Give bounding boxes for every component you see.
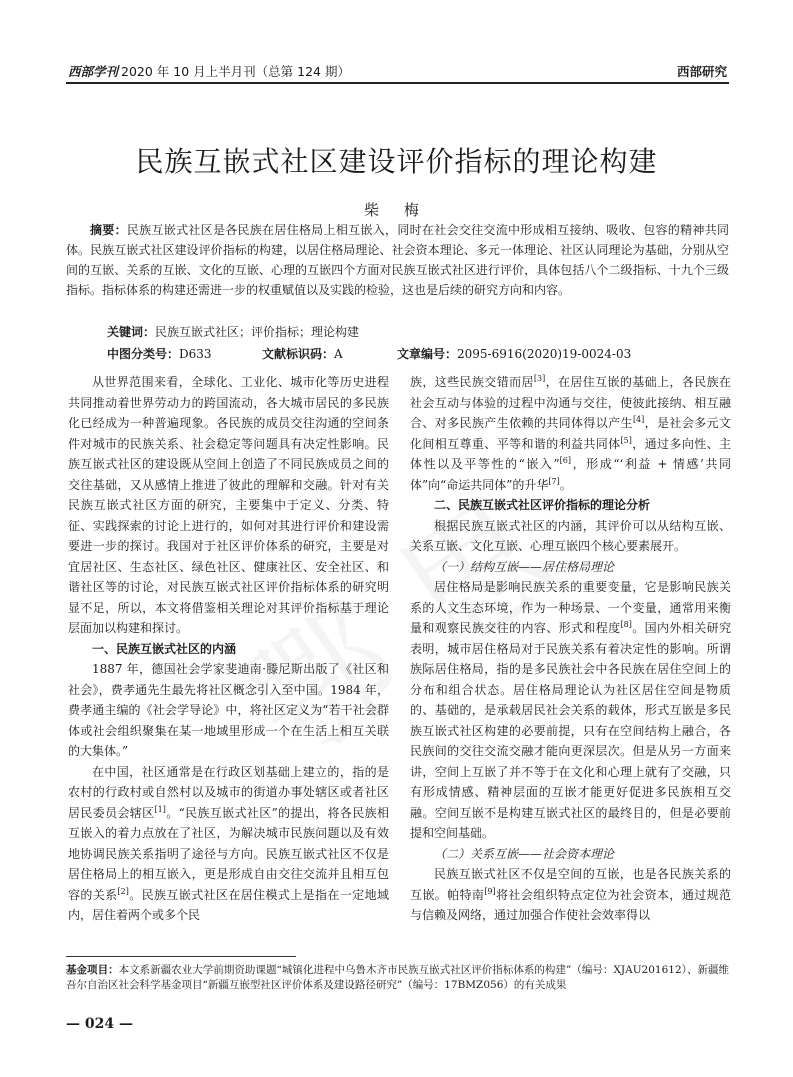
classification-line — [107, 345, 631, 362]
footnote-rule — [66, 956, 296, 957]
text-run: 。民族互嵌式社区在居住模式上是指在一定地域内，居住着两个或多个民 — [68, 887, 389, 922]
subsection-heading-1: （一）结构互嵌——居住格局理论 — [434, 559, 615, 574]
keywords — [107, 323, 359, 341]
article-number-value: 2095-6916(2020)19-0024-03 — [457, 347, 632, 361]
section-name: 西部研究 — [676, 64, 727, 79]
text-run: 民族互嵌式社区不仅是空间的互嵌，也是各民族关系的互嵌。帕特南 — [410, 867, 731, 902]
footnote — [66, 963, 729, 993]
paragraph: 根据民族互嵌式社区的内涵，其评价可以从结构互嵌、关系互嵌、文化互嵌、心理互嵌四个核心要素展开。 — [410, 518, 731, 553]
clc-value: D633 — [179, 347, 212, 361]
footnote-text: 本文系新疆农业大学前期资助课题“城镇化进程中乌鲁木齐市民族互嵌式社区评价指标体系的构建”（编号：XJAU201612）、新疆维吾尔自治区社会科学基金项目“新疆互嵌型社区评价体系及建设路径研究”（编号：17BMZ056）的有关成果 — [66, 964, 730, 991]
citation-ref: [6] — [559, 456, 571, 465]
text-run: ，在居住互嵌的基础上，各民族在社会互动与体验的过程中沟通与交往，使彼此接纳、相互融合、对多民族产生依赖的共同体得以产生 — [410, 375, 731, 430]
keywords-text: 民族互嵌式社区；评价指标；理论构建 — [155, 325, 360, 339]
citation-ref: [1] — [154, 804, 166, 814]
citation-ref: [4] — [632, 415, 645, 424]
citation-ref: [7] — [548, 476, 560, 486]
text-run: 居住格局是影响民族关系的重要变量，它是影响民族关系的人文生态环境，作为一种场景、一个变量，通常用来衡量和观察民族交往的内容、形式和程度 — [410, 580, 731, 635]
journal-logo: 西部学刊 — [68, 64, 119, 79]
text-run: ，是社会多元文化间相互尊重、平等和谐的利益共同体 — [410, 416, 731, 451]
citation-ref: [8] — [620, 620, 632, 629]
text-run: 族，这些民族交错而居 — [410, 375, 534, 389]
article-title: 民族互嵌式社区建设评价指标的理论构建 — [135, 145, 658, 178]
section-heading-1: 一、民族互嵌式社区的内涵 — [92, 641, 237, 656]
doc-code-label: 文献标识码： — [262, 347, 335, 361]
clc-label: 中图分类号： — [107, 347, 180, 361]
text-run: 将社会组织特点定位为社会资本，通过规范与信赖及网络，通过加强合作使社会效率得以 — [410, 887, 731, 922]
article-number-label: 文章编号： — [397, 347, 458, 361]
running-header-left — [68, 62, 350, 80]
section-heading-2: 二、民族互嵌式社区评价指标的理论分析 — [434, 498, 651, 512]
paragraph — [410, 577, 731, 844]
header-rule — [66, 82, 729, 84]
doc-code-value: A — [334, 347, 343, 361]
page-number: — 024 — — [66, 1016, 133, 1032]
subsection-heading-2: （二）关系互嵌——社会资本理论 — [434, 846, 615, 861]
paragraph — [410, 864, 731, 926]
abstract — [66, 220, 729, 300]
text-run: 。 — [559, 477, 572, 492]
citation-ref: [9] — [484, 886, 496, 896]
left-column — [68, 372, 389, 926]
citation-ref: [5] — [620, 435, 632, 445]
citation-ref: [3] — [533, 374, 546, 383]
right-column — [410, 372, 731, 926]
text-run: 。“民族互嵌式社区”的提出，将各民族相互嵌入的着力点放在了社区，为解决城市民族问题以及有效地协调民族关系指明了途径与方向。民族互嵌式社区不仅是居住格局上的相互嵌入，更是形成自由交往交流并且相互包容的关系 — [68, 805, 389, 902]
paragraph — [410, 372, 731, 495]
abstract-text: 民族互嵌式社区是各民族在居住格局上相互嵌入，同时在社会交往交流中形成相互接纳、吸收、包容的精神共同体。民族互嵌式社区建设评价指标的构建，以居住格局理论、社会资本理论、多元一体理论、社区认同理论为基础，分别从空间的互嵌、关系的互嵌、文化的互嵌、心理的互嵌四个方面对民族互嵌式社区进行评价，具体包括八个二级指标、十九个三级指标。指标体系的构建还需进一步的权重赋值以及实践的检验，这也是后续的研究方向和内容。 — [66, 223, 729, 297]
keywords-label: 关键词： — [107, 325, 156, 339]
paragraph — [68, 762, 389, 926]
paragraph: 从世界范围来看，全球化、工业化、城市化等历史进程共同推动着世界劳动力的跨国流动，各大城市居民的多民族化已经成为一种普遍现象。各民族的成员交往沟通的空间条件对城市的民族关系、社会稳定等问题具有决定性影响。民族互嵌式社区的建设既从空间上创造了不同民族成员之间的交往基础，又从感情上推进了彼此的理解和交融。针对有关民族互嵌式社区方面的研究，主要集中于定义、分类、特征、实践探索的讨论上进行的，如何对其进行评价和建设需要进一步的探讨。我国对于社区评价体系的研究，主要是对宜居社区、生态社区、绿色社区、健康社区、安全社区、和谐社区等的讨论，对民族互嵌式社区评价指标体系的研究明显不足，所以，本文将借鉴相关理论对其评价指标基于理论层面加以构建和探讨。 — [68, 375, 389, 635]
text-run: ，通过多向性、主体性以及平等性的“嵌入” — [410, 436, 731, 471]
paragraph: 1887 年，德国社会学家斐迪南·滕尼斯出版了《社区和社会》，费孝通先生最先将社区概念引入至中国。1984 年，费孝通主编的《社会学导论》中，将社区定义为“若干社会群体或社会组织聚集在某一地域里形成一个在生活上相互关联的大集体。” — [68, 662, 389, 758]
issue-info: 2020 年 10 月上半月刊（总第 124 期） — [121, 64, 350, 79]
abstract-label: 摘要： — [90, 223, 127, 237]
footnote-label: 基金项目： — [66, 964, 119, 976]
citation-ref: [2] — [117, 886, 129, 896]
text-run: 。国内外相关研究表明，城市居住格局对于民族关系有着决定性的影响。所谓族际居住格局，指的是多民族社会中各民族在居住空间上的分布和组合状态。居住格局理论认为社区居住空间是物质的、基础的，是承载居民社会关系的载体，形式互嵌是多民族互嵌式社区构建的必要前提，只有在空间结构上融合，各民族间的交往交流交融才能向更深层次。但是从另一方面来讲，空间上互嵌了并不等于在文化和心理上就有了交融，只有形成情感、精神层面的互嵌才能更好促进多民族相互交融。空间互嵌不是构建互嵌式社区的最终目的，但是必要前提和空间基础。 — [410, 621, 731, 840]
text-run: ，形成“‘利益 + 情感’共同体”向“命运共同体”的升华 — [410, 457, 731, 492]
author-name: 柴 梅 — [364, 201, 429, 219]
text-run: 在中国，社区通常是在行政区划基础上建立的，指的是农村的行政村或自然村以及城市的街道办事处辖区或者社区居民委员会辖区 — [68, 764, 389, 820]
